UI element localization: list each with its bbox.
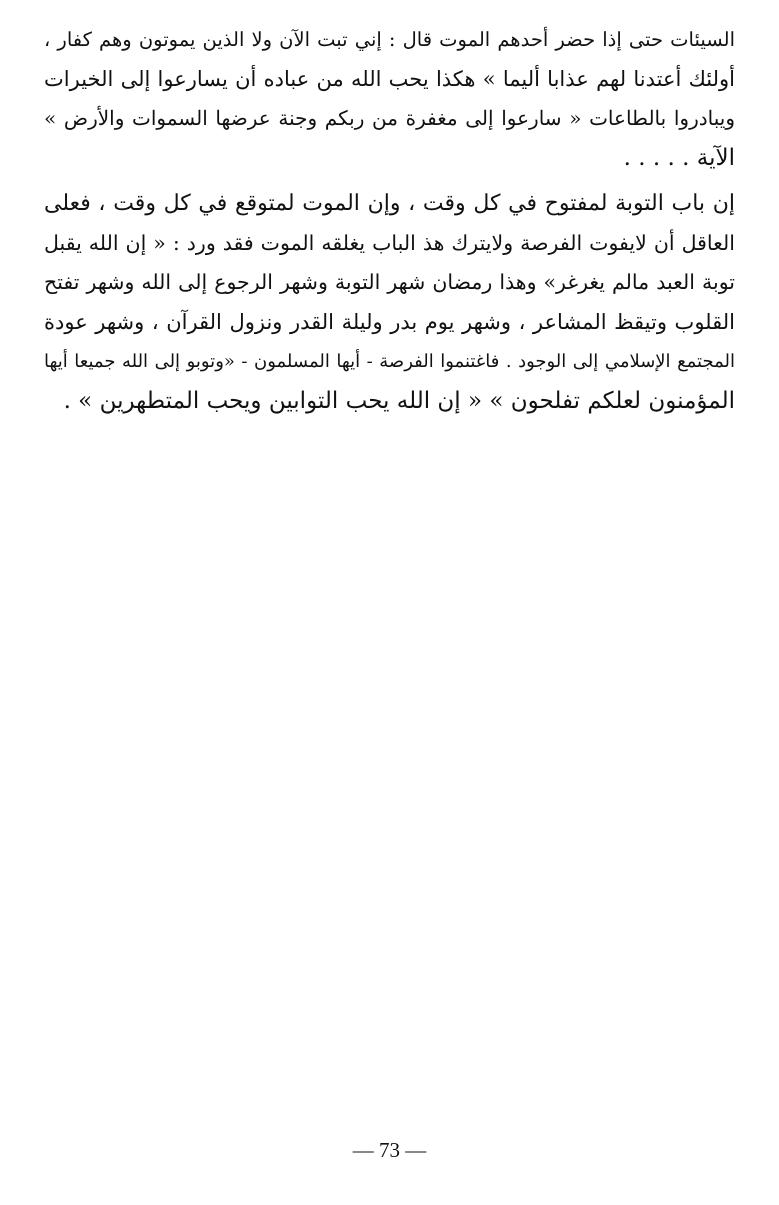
text-line: القلوب وتيقظ المشاعر ، وشهر يوم بدر وليلة القدر ونزول القرآن ، وشهر عودة (44, 309, 735, 334)
text-line: أولئك أعتدنا لهم عذابا أليما » هكذا يحب الله من عباده أن يسارعوا إلى الخيرات (44, 66, 735, 91)
paragraph-2 (44, 184, 735, 421)
text-line: السيئات حتى إذا حضر أحدهم الموت قال : إني تبت الآن ولا الذين يموتون وهم كفار ، (44, 28, 735, 51)
page-number: — 73 — (352, 1138, 427, 1162)
text-line: المجتمع الإسلامي إلى الوجود . فاغتنموا الفرصة - أيها المسلمون - «وتوبو إلى الله جميعا أيها (44, 351, 735, 372)
paragraph-1 (44, 20, 735, 178)
body-text (44, 20, 735, 421)
text-line: ويبادروا بالطاعات « سارعوا إلى مغفرة من ربكم وجنة عرضها السموات والأرض » (44, 106, 735, 130)
text-line: المؤمنون لعلكم تفلحون » « إن الله يحب التوابين ويحب المتطهرين » . (63, 387, 735, 414)
text-line: توبة العبد مالم يغرغر» وهذا رمضان شهر التوبة وشهر الرجوع إلى الله وشهر تفتح (44, 270, 735, 294)
text-line: العاقل أن لايفوت الفرصة ولايترك هذ الباب يغلقه الموت فقد ورد : « إن الله يقبل (44, 230, 735, 255)
text-line: الآية . . . . . (623, 144, 735, 171)
text-line: إن باب التوبة لمفتوح في كل وقت ، وإن الموت لمتوقع في كل وقت ، فعلى (44, 191, 735, 216)
